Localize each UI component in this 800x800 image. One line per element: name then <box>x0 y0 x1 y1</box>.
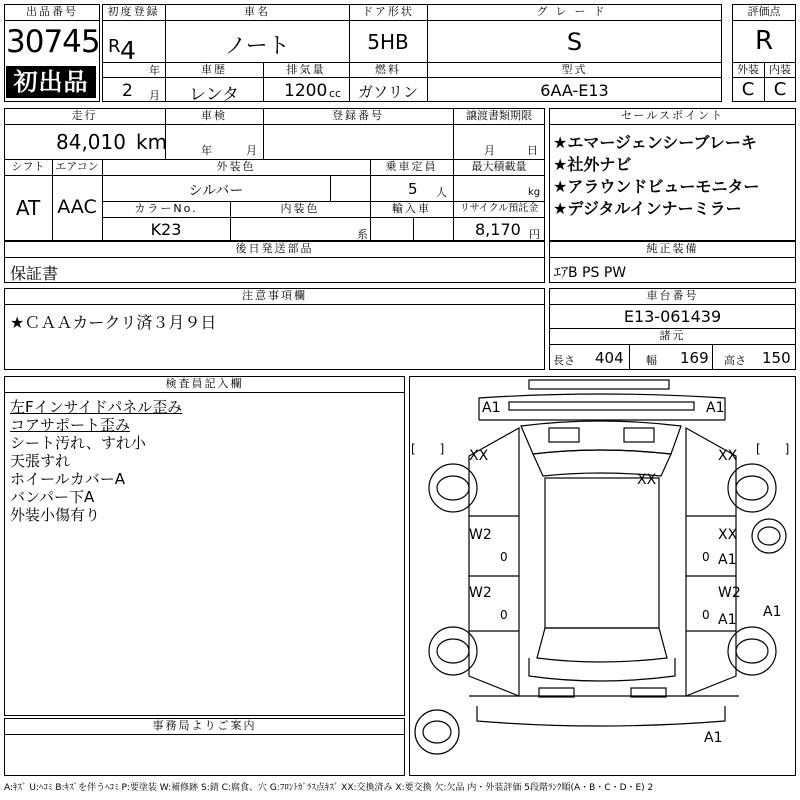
first-reg-month-unit: 月 <box>149 89 160 102</box>
inspection-month-unit: 月 <box>246 144 257 157</box>
damage-mark: XX <box>469 448 489 464</box>
int-score-label: 内装 <box>769 63 791 76</box>
mileage-label: 走行 <box>71 109 98 122</box>
damage-mark: A1 <box>718 612 737 628</box>
inspector-line: ホイールカバーA <box>10 470 125 488</box>
damage-mark: 0 <box>500 550 508 564</box>
first-reg-year: 4 <box>120 36 136 65</box>
grade-value: S <box>566 28 583 56</box>
damage-mark: XX <box>718 448 738 464</box>
transfer-label: 譲渡書類期限 <box>466 109 532 122</box>
width-label: 幅 <box>646 354 657 367</box>
equipment-label: 純正装備 <box>646 242 699 255</box>
width-value: 169 <box>680 349 709 367</box>
int-score: C <box>773 79 787 100</box>
later-parts-value: 保証書 <box>10 264 59 283</box>
damage-mark: XX <box>718 527 738 543</box>
inspector-line: 外装小傷有り <box>10 506 101 524</box>
lot-label: 出品番号 <box>26 5 78 18</box>
height-label: 高さ <box>724 354 746 367</box>
legend: A:ｷｽﾞ U:ﾍｺﾐ B:ｷｽﾞを伴うﾍｺﾐ P:要塗装 W:補修跡 S:錆 C:腐食、穴 G:ﾌﾛﾝﾄｶﾞﾗｽ点ｷｽﾞ XX:交換済み X:要交換 欠:欠品 内・外装評価 5段階ﾗﾝｸ順(A・B・C・D・E) 2 <box>4 783 654 793</box>
transfer-day-unit: 日 <box>527 144 538 157</box>
inspector-label: 検査員記入欄 <box>165 377 244 390</box>
damage-mark: W2 <box>469 527 492 543</box>
displacement-label: 排気量 <box>286 63 326 76</box>
sales-point-item: ★アラウンドビューモニター <box>553 177 760 196</box>
int-color-suffix: 系 <box>357 228 368 241</box>
import-label: 輸入車 <box>392 202 431 215</box>
displacement-unit: cc <box>329 87 342 100</box>
aircon-label: エアコン <box>55 160 99 173</box>
damage-mark: A1 <box>482 400 501 416</box>
car-name-label: 車名 <box>244 5 270 18</box>
equipment-value: ｴｱB PS PW <box>554 265 627 281</box>
office-label: 事務局よりご案内 <box>152 719 257 732</box>
capacity-label: 乗車定員 <box>385 160 438 173</box>
inspector-line: シート汚れ、すれ小 <box>10 434 146 452</box>
chassis-label: 車台番号 <box>646 289 699 302</box>
recycle-value: 8,170 <box>475 220 521 239</box>
history-label: 車歴 <box>201 63 227 76</box>
later-parts-label: 後日発送部品 <box>235 242 314 255</box>
damage-mark: 0 <box>500 608 508 622</box>
inspector-line: バンパー下A <box>10 488 95 506</box>
capacity-value: 5 <box>408 180 418 198</box>
model-value: 6AA-E13 <box>540 81 609 100</box>
sales-point-item: ★社外ナビ <box>553 155 632 174</box>
length-label: 長さ <box>553 354 575 367</box>
ext-color-label: 外装色 <box>216 160 256 173</box>
car-outline-diagram <box>409 376 796 776</box>
chassis-value: E13-061439 <box>623 307 722 326</box>
shift-value: AT <box>15 196 41 220</box>
damage-mark: W2 <box>469 585 492 601</box>
inspector-line: コアサポート歪み <box>10 416 131 434</box>
max-load-unit: kg <box>528 187 541 198</box>
inspector-line: 左Fインサイドパネル歪み <box>10 398 183 416</box>
score-value: R <box>754 26 774 56</box>
damage-mark: A1 <box>706 400 725 416</box>
door-type: 5HB <box>367 30 409 54</box>
color-no-value: K23 <box>150 220 182 239</box>
height-value: 150 <box>762 349 791 367</box>
bracket-right: [ ] <box>756 442 790 456</box>
reg-no-label: 登録番号 <box>332 109 384 122</box>
max-load-label: 最大積載量 <box>471 160 527 173</box>
score-label: 評価点 <box>747 5 781 18</box>
capacity-unit: 人 <box>436 186 447 199</box>
first-reg-year-unit: 年 <box>149 64 160 77</box>
sales-point-item: ★エマージェンシーブレーキ <box>553 133 757 152</box>
damage-mark: W2 <box>718 585 741 601</box>
fuel-value: ガソリン <box>357 83 418 101</box>
first-listing-badge: 初出品 <box>6 66 96 98</box>
dims-label: 諸元 <box>659 329 686 342</box>
history-value: レンタ <box>189 85 239 105</box>
damage-mark: 0 <box>702 550 710 564</box>
length-value: 404 <box>595 349 624 367</box>
first-reg-month: 2 <box>122 81 133 101</box>
color-no-label: カラーNo. <box>134 202 198 215</box>
model-label: 型式 <box>561 63 588 76</box>
first-reg-label: 初度登録 <box>107 5 160 18</box>
mileage-unit: km <box>136 130 168 154</box>
car-name: ノート <box>224 34 290 59</box>
fuel-label: 燃料 <box>375 63 401 76</box>
ext-color-value: シルバー <box>188 183 244 199</box>
notes-label: 注意事項欄 <box>242 289 307 302</box>
recycle-label: リサイクル預託金 <box>459 203 539 214</box>
shift-label: シフト <box>11 160 45 173</box>
sales-point-item: ★デジタルインナーミラー <box>553 199 742 218</box>
ext-score: C <box>741 79 755 100</box>
recycle-unit: 円 <box>529 228 540 241</box>
mileage-value: 84,010 <box>56 130 126 154</box>
door-label: ドア形状 <box>362 5 414 18</box>
sales-points-label: セールスポイント <box>620 109 724 122</box>
damage-mark: XX <box>637 472 657 488</box>
damage-mark: A1 <box>763 604 782 620</box>
first-reg-era: R <box>108 36 121 57</box>
ext-score-label: 外装 <box>737 63 759 76</box>
aircon-value: AAC <box>57 196 97 218</box>
int-color-label: 内装色 <box>280 202 320 215</box>
transfer-month-unit: 月 <box>484 144 495 157</box>
grade-label: グレード <box>536 5 613 18</box>
damage-mark: 0 <box>702 608 710 622</box>
inspection-label: 車検 <box>201 109 227 122</box>
damage-mark: A1 <box>704 730 723 746</box>
lot-number: 30745 <box>6 24 100 60</box>
damage-mark: A1 <box>718 552 737 568</box>
inspector-line: 天張すれ <box>10 452 71 470</box>
displacement-value: 1200 <box>284 81 328 101</box>
inspection-year-unit: 年 <box>201 144 212 157</box>
notes-value: ★ＣＡＡカークリ済３月９日 <box>10 313 217 332</box>
bracket-left: [ ] <box>411 442 445 456</box>
